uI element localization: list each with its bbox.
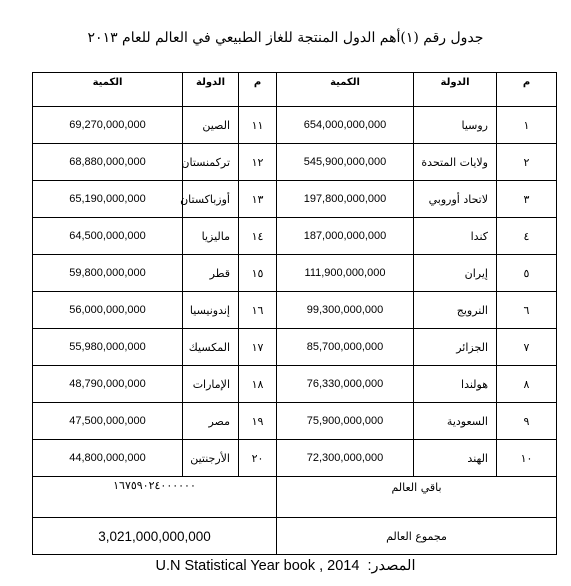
table-row <box>33 403 557 440</box>
source-line <box>0 558 571 574</box>
cell-index-right: ٩ <box>497 403 557 440</box>
cell-index-right: ١ <box>497 107 557 144</box>
cell-country-left: المكسيك <box>183 329 239 366</box>
cell-index-left: ١٩ <box>239 403 277 440</box>
table-row <box>33 181 557 218</box>
cell-quantity-right: 76,330,000,000 <box>277 366 414 403</box>
cell-country-right: الهند <box>414 440 497 477</box>
cell-quantity-right: 75,900,000,000 <box>277 403 414 440</box>
header-quantity-left: الكمية <box>33 73 183 107</box>
table-row <box>33 255 557 292</box>
cell-index-right: ٦ <box>497 292 557 329</box>
cell-index-left: ١٦ <box>239 292 277 329</box>
cell-quantity-right: 85,700,000,000 <box>277 329 414 366</box>
table-row <box>33 329 557 366</box>
cell-quantity-left: 48,790,000,000 <box>33 366 183 403</box>
cell-country-left: إندونيسيا <box>183 292 239 329</box>
table-row <box>33 107 557 144</box>
cell-country-left: الأرجنتين <box>183 440 239 477</box>
cell-country-right: هولندا <box>414 366 497 403</box>
cell-country-right: النرويج <box>414 292 497 329</box>
header-quantity-right: الكمية <box>277 73 414 107</box>
table-row <box>33 366 557 403</box>
cell-country-left: أوزباكستان <box>183 181 239 218</box>
cell-country-right: إيران <box>414 255 497 292</box>
header-index-left: م <box>239 73 277 107</box>
world-total-row <box>33 518 557 555</box>
table-row <box>33 292 557 329</box>
cell-country-left: ماليزيا <box>183 218 239 255</box>
cell-index-right: ٧ <box>497 329 557 366</box>
table-header-row <box>33 73 557 107</box>
cell-country-right: كندا <box>414 218 497 255</box>
cell-index-right: ١٠ <box>497 440 557 477</box>
header-country-right: الدولة <box>414 73 497 107</box>
table-row <box>33 144 557 181</box>
cell-index-right: ٢ <box>497 144 557 181</box>
table-row <box>33 218 557 255</box>
cell-index-right: ٣ <box>497 181 557 218</box>
cell-quantity-left: 65,190,000,000 <box>33 181 183 218</box>
header-index-right: م <box>497 73 557 107</box>
cell-country-right: روسيا <box>414 107 497 144</box>
cell-country-left: الإمارات <box>183 366 239 403</box>
cell-quantity-left: 68,880,000,000 <box>33 144 183 181</box>
cell-quantity-left: 55,980,000,000 <box>33 329 183 366</box>
cell-country-left: مصر <box>183 403 239 440</box>
cell-index-left: ١٣ <box>239 181 277 218</box>
cell-quantity-right: 545,900,000,000 <box>277 144 414 181</box>
source-label: المصدر: <box>367 558 416 574</box>
cell-index-left: ١٨ <box>239 366 277 403</box>
table-row <box>33 440 557 477</box>
world-total-value: 3,021,000,000,000 <box>33 518 277 555</box>
cell-country-right: ولايات المتحدة <box>414 144 497 181</box>
cell-country-left: الصين <box>183 107 239 144</box>
cell-index-left: ١٥ <box>239 255 277 292</box>
cell-index-right: ٤ <box>497 218 557 255</box>
source-text: U.N Statistical Year book , 2014 <box>155 558 360 574</box>
rest-of-world-value: ١٦٧٥٩٠٢٤٠٠٠٠٠٠ <box>33 477 277 518</box>
cell-quantity-left: 56,000,000,000 <box>33 292 183 329</box>
cell-index-left: ٢٠ <box>239 440 277 477</box>
cell-index-left: ١٢ <box>239 144 277 181</box>
header-country-left: الدولة <box>183 73 239 107</box>
cell-index-right: ٨ <box>497 366 557 403</box>
cell-country-left: قطر <box>183 255 239 292</box>
cell-quantity-left: 59,800,000,000 <box>33 255 183 292</box>
cell-country-right: الجزائر <box>414 329 497 366</box>
cell-quantity-left: 69,270,000,000 <box>33 107 183 144</box>
cell-country-left: تركمنستان <box>183 144 239 181</box>
cell-country-right: السعودية <box>414 403 497 440</box>
cell-quantity-right: 197,800,000,000 <box>277 181 414 218</box>
cell-quantity-right: 187,000,000,000 <box>277 218 414 255</box>
rest-of-world-row <box>33 477 557 518</box>
cell-index-right: ٥ <box>497 255 557 292</box>
cell-quantity-left: 64,500,000,000 <box>33 218 183 255</box>
cell-country-right: لاتحاد أوروبي <box>414 181 497 218</box>
cell-quantity-right: 111,900,000,000 <box>277 255 414 292</box>
cell-quantity-left: 44,800,000,000 <box>33 440 183 477</box>
cell-quantity-right: 654,000,000,000 <box>277 107 414 144</box>
cell-quantity-right: 99,300,000,000 <box>277 292 414 329</box>
world-total-label: مجموع العالم <box>277 518 557 555</box>
table-title: جدول رقم (١)أهم الدول المنتجة للغاز الطبيعي في العالم للعام ٢٠١٣ <box>87 30 484 46</box>
rest-of-world-label: باقي العالم <box>277 477 557 518</box>
cell-index-left: ١٧ <box>239 329 277 366</box>
cell-quantity-left: 47,500,000,000 <box>33 403 183 440</box>
cell-quantity-right: 72,300,000,000 <box>277 440 414 477</box>
cell-index-left: ١٤ <box>239 218 277 255</box>
gas-production-table <box>32 72 557 555</box>
cell-index-left: ١١ <box>239 107 277 144</box>
